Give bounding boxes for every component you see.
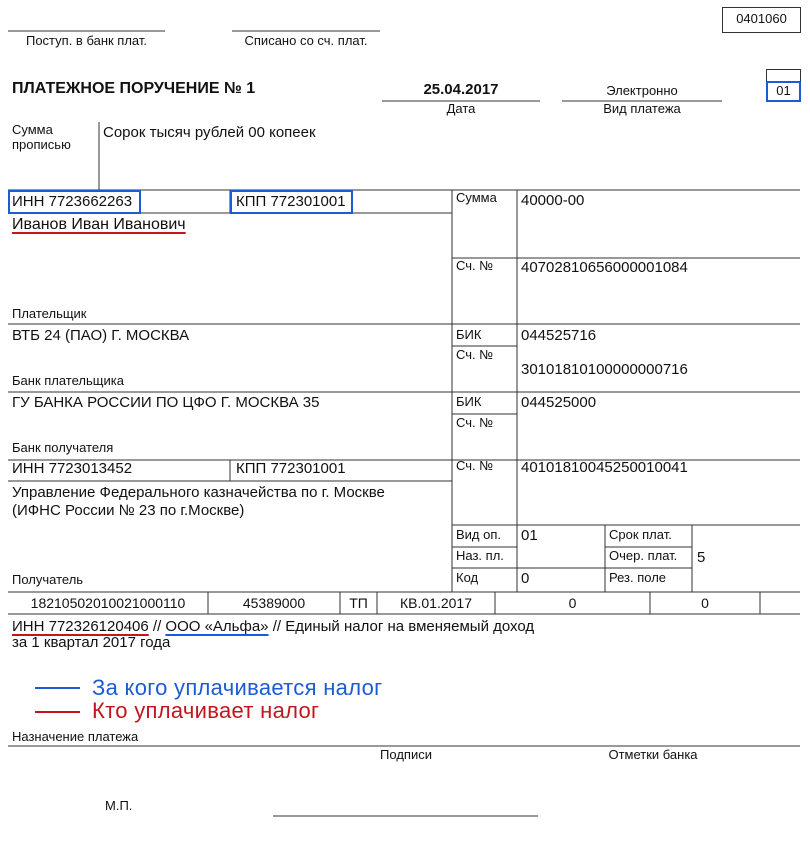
payer-label: Плательщик xyxy=(12,306,87,321)
payee-name: Управление Федерального казначейства по г. Москве xyxy=(12,484,385,501)
amount-words-label: Сумма xyxy=(12,122,53,137)
payer-account-label: Сч. № xyxy=(456,258,494,273)
purpose-line-2: за 1 квартал 2017 года xyxy=(12,634,171,651)
code-value: 0 xyxy=(521,570,530,587)
priority-value: 5 xyxy=(697,549,706,566)
tax-document-date: 0 xyxy=(701,595,709,611)
reserve-field-label: Рез. поле xyxy=(609,570,667,585)
payer-status: 01 xyxy=(776,83,791,98)
amount: 40000-00 xyxy=(521,192,585,209)
payer-inn: ИНН 7723662263 xyxy=(12,193,133,210)
payer-name: Иванов Иван Иванович xyxy=(12,216,186,233)
payee-bank-name: ГУ БАНКА РОССИИ ПО ЦФО Г. МОСКВА 35 xyxy=(12,394,320,411)
signatures-label: Подписи xyxy=(380,747,432,762)
tax-kbk: 18210502010021000110 xyxy=(30,595,186,611)
payer-kpp: КПП 772301001 xyxy=(236,193,346,210)
purpose-payer-inn: ИНН 772326120406 xyxy=(12,618,149,635)
payee-label: Получатель xyxy=(12,572,84,587)
operation-type-label: Вид оп. xyxy=(456,527,502,542)
document-date: 25.04.2017 xyxy=(423,81,499,98)
purpose-line xyxy=(12,618,534,635)
code-label: Код xyxy=(456,570,479,585)
amount-words: Сорок тысяч рублей 00 копеек xyxy=(103,124,316,141)
tax-oktmo: 45389000 xyxy=(242,595,306,611)
legend-payer-text: Кто уплачивает налог xyxy=(92,698,320,723)
purpose-payee-name: ООО «Альфа» xyxy=(165,618,269,635)
payment-type-label: Вид платежа xyxy=(603,101,681,116)
priority-label: Очер. плат. xyxy=(609,548,678,563)
payee-account-label: Сч. № xyxy=(456,458,494,473)
tax-basis: ТП xyxy=(349,595,368,611)
tax-document-number: 0 xyxy=(568,595,577,611)
due-date-label: Срок плат. xyxy=(609,527,672,542)
purpose-separator: // xyxy=(148,618,166,635)
payment-type: Электронно xyxy=(606,83,678,98)
payee-inn: ИНН 7723013452 xyxy=(12,460,133,477)
purpose-description: Единый налог на вменяемый доход xyxy=(285,618,535,635)
amount-words-label: прописью xyxy=(12,137,71,152)
stamp-label: М.П. xyxy=(105,798,133,813)
payee-bank-bik: 044525000 xyxy=(521,394,597,411)
date-label: Дата xyxy=(446,101,476,116)
payee-bank-bik-label: БИК xyxy=(456,394,482,409)
legend-swatch-blue xyxy=(35,687,80,689)
payee-bank-label: Банк получателя xyxy=(12,440,114,455)
payee-name: (ИФНС России № 23 по г.Москве) xyxy=(12,502,245,519)
document-title: ПЛАТЕЖНОЕ ПОРУЧЕНИЕ № 1 xyxy=(12,80,256,97)
amount-label: Сумма xyxy=(456,190,497,205)
form-code: 0401060 xyxy=(736,11,787,26)
payer-account: 40702810656000001084 xyxy=(521,259,688,276)
received-label: Поступ. в банк плат. xyxy=(25,33,147,48)
payee-kpp: КПП 772301001 xyxy=(236,460,346,477)
legend-payee-text: За кого уплачивается налог xyxy=(92,675,383,700)
operation-type: 01 xyxy=(521,527,538,544)
payer-bank-bik-label: БИК xyxy=(456,327,482,342)
payer-bank-label: Банк плательщика xyxy=(12,373,124,388)
purpose-label: Назначение платежа xyxy=(12,729,139,744)
payer-bank-bik: 044525716 xyxy=(521,327,597,344)
payer-bank-name: ВТБ 24 (ПАО) Г. МОСКВА xyxy=(12,327,190,344)
legend-swatch-red xyxy=(35,711,80,713)
bank-marks-label: Отметки банка xyxy=(608,747,698,762)
purpose-separator: // xyxy=(268,618,286,635)
payer-bank-account-label: Сч. № xyxy=(456,347,494,362)
purpose-code-label: Наз. пл. xyxy=(456,548,504,563)
payer-bank-account: 30101810100000000716 xyxy=(521,361,688,378)
payee-bank-account-label: Сч. № xyxy=(456,415,494,430)
payee-account: 40101810045250010041 xyxy=(521,459,688,476)
debited-label: Списано со сч. плат. xyxy=(244,33,368,48)
tax-period: КВ.01.2017 xyxy=(400,595,472,611)
